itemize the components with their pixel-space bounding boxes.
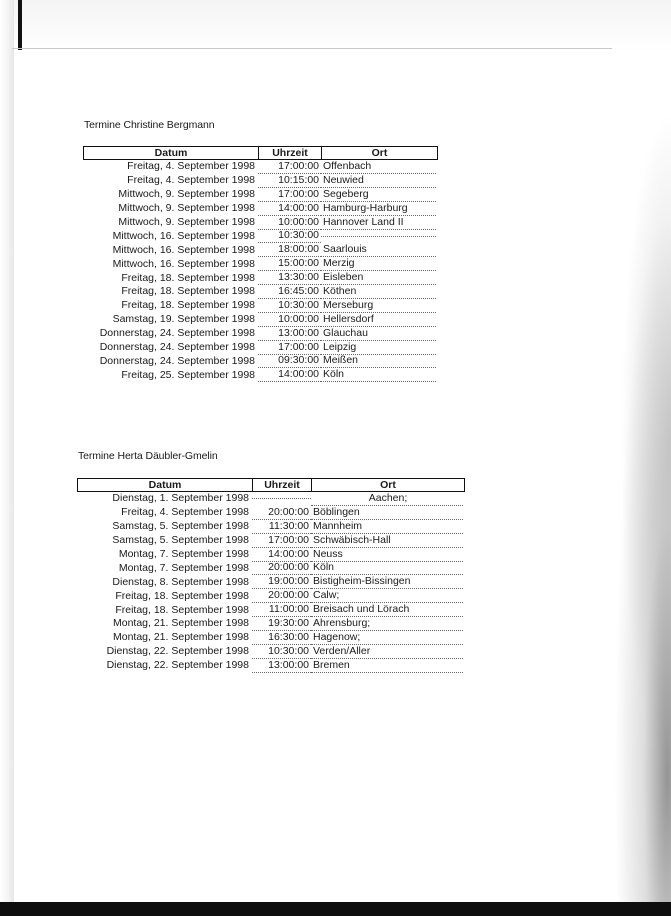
cell-datum: Mittwoch, 16. September 1998 — [112, 229, 255, 242]
table-row — [83, 341, 438, 355]
section-title-daeubler-gmelin: Termine Herta Däubler-Gmelin — [78, 450, 218, 462]
schedule-table-bergmann — [83, 146, 438, 382]
cell-uhrzeit: 20:00:00 — [252, 589, 311, 603]
cell-ort: Hagenow; — [311, 631, 463, 645]
table-row — [77, 589, 465, 603]
cell-uhrzeit: 10:15:00 — [258, 174, 321, 188]
cell-uhrzeit — [252, 498, 311, 499]
cell-ort: Neuwied — [321, 174, 436, 188]
cell-ort: Saarlouis — [321, 243, 436, 257]
cell-datum: Montag, 21. September 1998 — [112, 617, 249, 630]
cell-uhrzeit: 10:30:00 — [258, 299, 321, 313]
cell-uhrzeit: 09:30:00 — [258, 354, 321, 368]
table-row — [83, 202, 438, 216]
header-datum: Datum — [78, 479, 253, 491]
schedule-table-daeubler-gmelin — [77, 478, 465, 673]
table-row — [77, 645, 465, 659]
table-row — [83, 188, 438, 202]
cell-ort — [321, 236, 436, 237]
cell-uhrzeit: 13:30:00 — [258, 271, 321, 285]
cell-ort: Offenbach — [321, 160, 436, 174]
cell-ort: Schwäbisch-Hall — [311, 534, 463, 548]
cell-datum: Mittwoch, 9. September 1998 — [118, 216, 255, 228]
cell-datum: Donnerstag, 24. September 1998 — [99, 327, 255, 340]
scan-right-noise — [600, 60, 671, 902]
cell-uhrzeit: 15:00:00 — [258, 257, 321, 271]
cell-ort: Glauchau — [321, 327, 436, 341]
table-row — [77, 492, 465, 506]
cell-uhrzeit: 10:30:00 — [252, 645, 311, 659]
table-row — [83, 327, 438, 341]
table-row — [77, 534, 465, 548]
cell-datum: Montag, 7. September 1998 — [118, 548, 249, 560]
table-row — [77, 506, 465, 520]
table-header — [83, 146, 438, 160]
cell-datum: Dienstag, 22. September 1998 — [106, 645, 249, 658]
header-uhrzeit: Uhrzeit — [259, 147, 322, 159]
cell-ort: Bistigheim-Bissingen — [311, 575, 463, 589]
cell-ort: Böblingen — [311, 506, 463, 520]
cell-uhrzeit: 19:30:00 — [252, 617, 311, 631]
cell-ort: Köthen — [321, 285, 436, 299]
cell-datum: Freitag, 25. September 1998 — [121, 368, 255, 381]
table-row — [83, 354, 438, 368]
cell-uhrzeit: 17:00:00 — [258, 341, 321, 355]
cell-uhrzeit: 10:00:00 — [258, 216, 321, 230]
header-ort: Ort — [380, 479, 396, 491]
cell-uhrzeit: 14:00:00 — [258, 368, 321, 382]
cell-uhrzeit: 17:00:00 — [258, 188, 321, 202]
scan-top-shadow — [0, 0, 671, 52]
cell-uhrzeit: 20:00:00 — [252, 561, 311, 575]
cell-datum: Freitag, 4. September 1998 — [127, 160, 255, 173]
cell-uhrzeit: 16:45:00 — [258, 285, 321, 299]
cell-datum: Freitag, 4. September 1998 — [121, 506, 249, 519]
cell-ort: Eisleben — [321, 271, 436, 285]
cell-datum: Freitag, 18. September 1998 — [115, 589, 249, 602]
table-row — [77, 575, 465, 589]
table-row — [83, 216, 438, 230]
table-row — [83, 368, 438, 382]
cell-uhrzeit: 13:00:00 — [252, 659, 311, 673]
table-row — [77, 603, 465, 617]
table-row — [77, 548, 465, 562]
cell-uhrzeit: 20:00:00 — [252, 506, 311, 520]
cell-uhrzeit: 10:30:00 — [258, 229, 321, 243]
table-row — [83, 271, 438, 285]
table-body — [83, 160, 438, 382]
table-row — [83, 299, 438, 313]
table-row — [77, 617, 465, 631]
table-row — [83, 229, 438, 243]
cell-datum: Dienstag, 1. September 1998 — [112, 492, 249, 505]
cell-uhrzeit: 17:00:00 — [258, 160, 321, 174]
section-title-bergmann: Termine Christine Bergmann — [84, 119, 215, 131]
cell-ort: Hamburg-Harburg — [321, 202, 436, 216]
cell-ort: Hannover Land II — [321, 216, 436, 230]
cell-datum: Donnerstag, 24. September 1998 — [99, 341, 255, 354]
table-row — [83, 243, 438, 257]
table-row — [83, 313, 438, 327]
cell-uhrzeit: 14:00:00 — [258, 202, 321, 216]
cell-uhrzeit: 11:00:00 — [252, 603, 311, 617]
scan-mark — [18, 0, 22, 50]
cell-ort: Merseburg — [321, 299, 436, 313]
cell-ort: Hellersdorf — [321, 313, 436, 327]
cell-datum: Dienstag, 22. September 1998 — [106, 659, 249, 672]
cell-datum: Mittwoch, 16. September 1998 — [112, 243, 255, 256]
cell-uhrzeit: 17:00:00 — [252, 534, 311, 548]
cell-ort: Aachen; — [311, 492, 463, 506]
cell-ort: Breisach und Lörach — [311, 603, 463, 617]
cell-ort: Köln — [321, 368, 436, 382]
cell-uhrzeit: 14:00:00 — [252, 548, 311, 562]
cell-ort: Neuss — [311, 548, 463, 562]
table-row — [77, 631, 465, 645]
scan-bottom-bar — [0, 902, 671, 916]
table-row — [83, 160, 438, 174]
table-row — [83, 174, 438, 188]
cell-ort: Segeberg — [321, 188, 436, 202]
table-row — [77, 561, 465, 575]
cell-ort: Meißen — [321, 354, 436, 368]
scan-left-edge — [0, 0, 14, 916]
cell-uhrzeit: 18:00:00 — [258, 243, 321, 257]
cell-datum: Mittwoch, 9. September 1998 — [118, 188, 255, 201]
cell-uhrzeit: 10:00:00 — [258, 313, 321, 327]
table-row — [77, 520, 465, 534]
cell-datum: Montag, 21. September 1998 — [112, 631, 249, 644]
cell-datum: Freitag, 18. September 1998 — [121, 271, 255, 284]
cell-datum: Montag, 7. September 1998 — [118, 561, 249, 574]
cell-datum: Samstag, 5. September 1998 — [112, 520, 249, 533]
header-datum: Datum — [84, 147, 259, 159]
cell-uhrzeit: 16:30:00 — [252, 631, 311, 645]
header-ort: Ort — [371, 147, 388, 159]
header-uhrzeit: Uhrzeit — [253, 479, 312, 491]
cell-uhrzeit: 19:00:00 — [252, 575, 311, 589]
cell-ort: Leipzig — [321, 341, 436, 355]
table-row — [77, 659, 465, 673]
scan-page-edge — [12, 48, 612, 49]
cell-datum: Freitag, 18. September 1998 — [121, 285, 255, 298]
table-header — [77, 478, 465, 492]
cell-datum: Samstag, 5. September 1998 — [112, 534, 249, 547]
cell-datum: Samstag, 19. September 1998 — [112, 313, 255, 326]
cell-ort: Merzig — [321, 257, 436, 271]
cell-ort: Calw; — [311, 589, 463, 603]
table-row — [83, 257, 438, 271]
cell-datum: Mittwoch, 9. September 1998 — [118, 202, 255, 215]
cell-datum: Mittwoch, 16. September 1998 — [112, 257, 255, 270]
cell-ort: Bremen — [311, 659, 463, 673]
table-row — [83, 285, 438, 299]
cell-ort: Ahrensburg; — [311, 617, 463, 631]
cell-datum: Freitag, 4. September 1998 — [127, 174, 255, 187]
cell-ort: Köln — [311, 561, 463, 575]
cell-datum: Donnerstag, 24. September 1998 — [99, 354, 255, 367]
cell-uhrzeit: 13:00:00 — [258, 327, 321, 341]
cell-ort: Verden/Aller — [311, 645, 463, 659]
cell-datum: Freitag, 18. September 1998 — [121, 299, 255, 312]
cell-datum: Freitag, 18. September 1998 — [115, 603, 249, 616]
table-body — [77, 492, 465, 673]
cell-ort: Mannheim — [311, 520, 463, 534]
cell-uhrzeit: 11:30:00 — [252, 520, 311, 534]
cell-datum: Dienstag, 8. September 1998 — [112, 575, 249, 588]
